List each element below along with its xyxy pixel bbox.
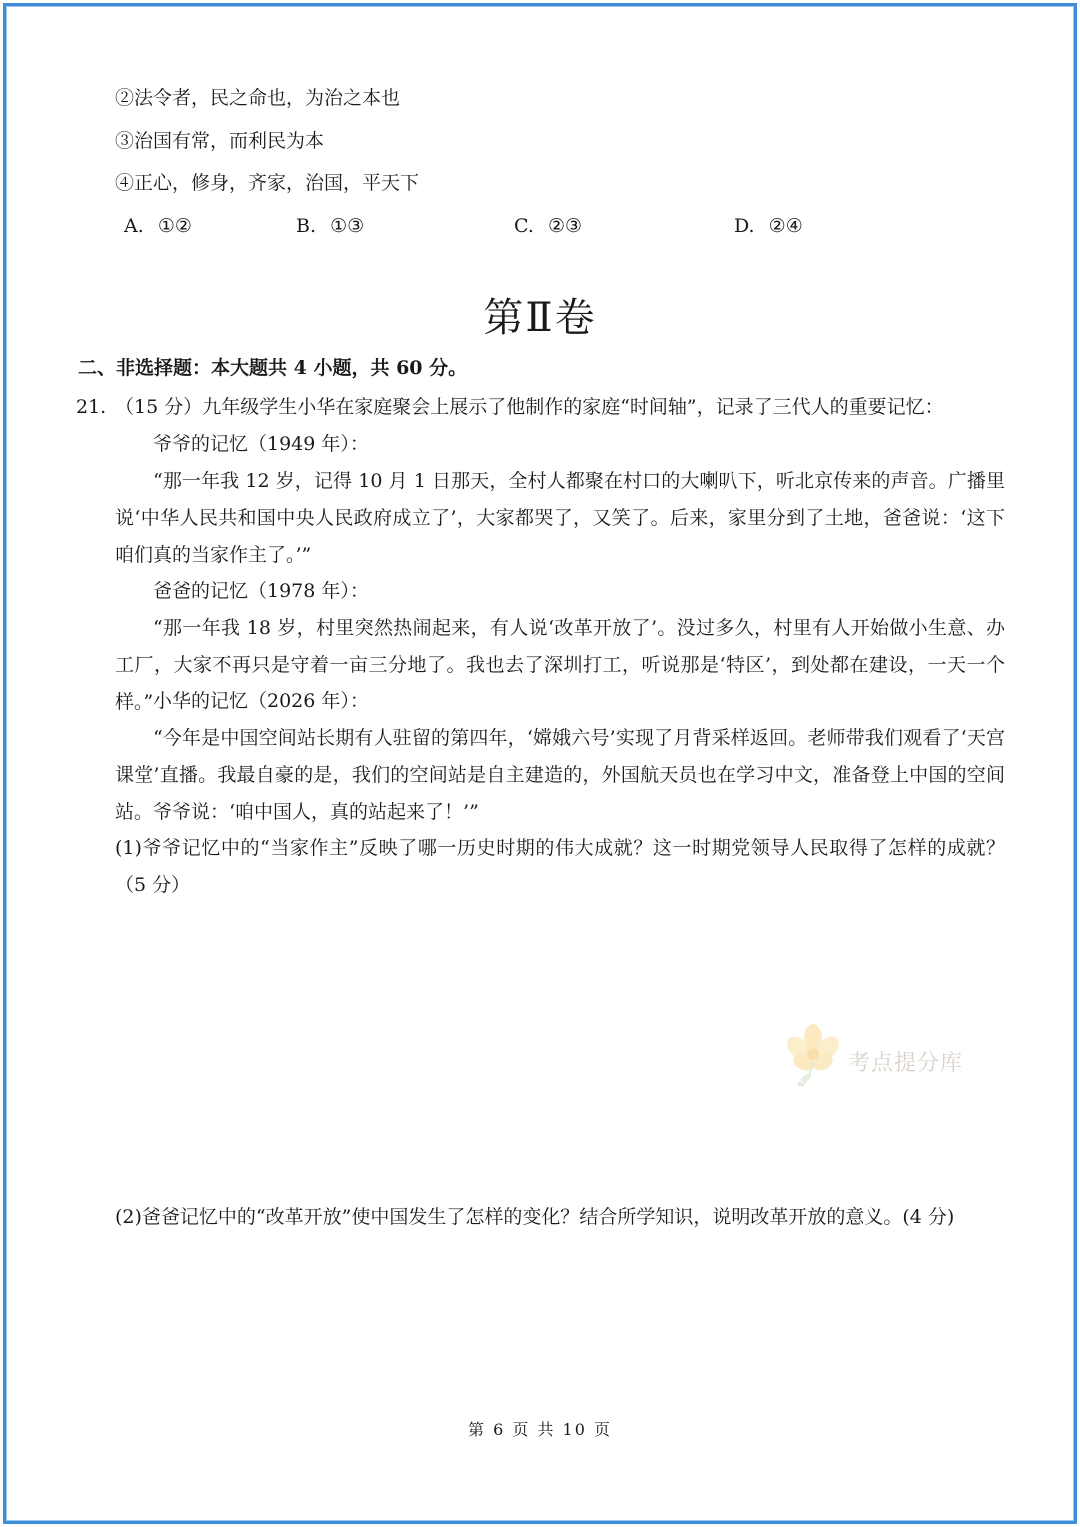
option-a-label: A. <box>124 215 144 237</box>
option-c-value: ②③ <box>547 215 583 237</box>
flower-logo-icon <box>778 1022 848 1092</box>
option-a-value: ①② <box>157 215 192 237</box>
statement-2: ②法令者，民之命也，为治之本也 <box>115 87 401 109</box>
question-intro: （15 分）九年级学生小华在家庭聚会上展示了他制作的家庭“时间轴”，记录了三代人的重要记忆： <box>115 396 944 418</box>
option-a <box>124 214 192 238</box>
grandpa-memory-label: 爷爷的记忆（1949 年）： <box>153 433 369 455</box>
option-b-value: ①③ <box>330 215 365 237</box>
xiaohua-memory-label: 小华的记忆（2026 年）： <box>153 690 369 712</box>
section-heading: 二、非选择题：本大题共 4 小题，共 60 分。 <box>78 357 468 379</box>
watermark <box>778 1022 988 1092</box>
option-d-value: ②④ <box>768 215 803 237</box>
option-d-label: D. <box>734 215 755 237</box>
sub-question-1: (1)爷爷记忆中的“当家作主”反映了哪一历史时期的伟大成就？这一时期党领导人民取得了怎样的成就？（5 分） <box>115 837 1005 896</box>
grandpa-memory-text: “那一年我 12 岁，记得 10 月 1 日那天，全村人都聚在村口的大喇叭下，听北京传来的声音。广播里说‘中华人民共和国中央人民政府成立了’，大家都哭了，又笑了。后来，家里分到了土地，爸爸说：‘这下咱们真的当家作主了。’” <box>115 470 1005 566</box>
sub-question-2: (2)爸爸记忆中的“改革开放”使中国发生了怎样的变化？结合所学知识，说明改革开放的意义。(4 分) <box>115 1206 955 1228</box>
volume-title: 第Ⅱ卷 <box>483 295 597 341</box>
father-memory-label: 爸爸的记忆（1978 年）： <box>153 580 369 602</box>
option-d <box>734 214 803 238</box>
statement-3: ③治国有常，而利民为本 <box>115 130 325 152</box>
option-c-label: C. <box>514 215 534 237</box>
page-footer: 第 6 页 共 10 页 <box>468 1420 612 1439</box>
statement-4: ④正心，修身，齐家，治国，平天下 <box>115 172 420 194</box>
question-number: 21. <box>76 396 107 418</box>
option-b-label: B. <box>296 215 317 237</box>
option-b <box>296 214 364 238</box>
watermark-text: 考点提分库 <box>848 1051 964 1076</box>
option-c <box>514 214 582 238</box>
xiaohua-memory-text: “今年是中国空间站长期有人驻留的第四年，‘嫦娥六号’实现了月背采样返回。老师带我们观看了‘天宫课堂’直播。我最自豪的是，我们的空间站是自主建造的，外国航天员也在学习中文，准备登上中国的空间站。爷爷说：‘咱中国人，真的站起来了！’” <box>115 727 1005 823</box>
father-memory-text: “那一年我 18 岁，村里突然热闹起来，有人说‘改革开放了’。没过多久，村里有人开始做小生意、办工厂，大家不再只是守着一亩三分地了。我也去了深圳打工，听说那是‘特区’，到处都在建设，一天一个样。” <box>115 617 1005 713</box>
